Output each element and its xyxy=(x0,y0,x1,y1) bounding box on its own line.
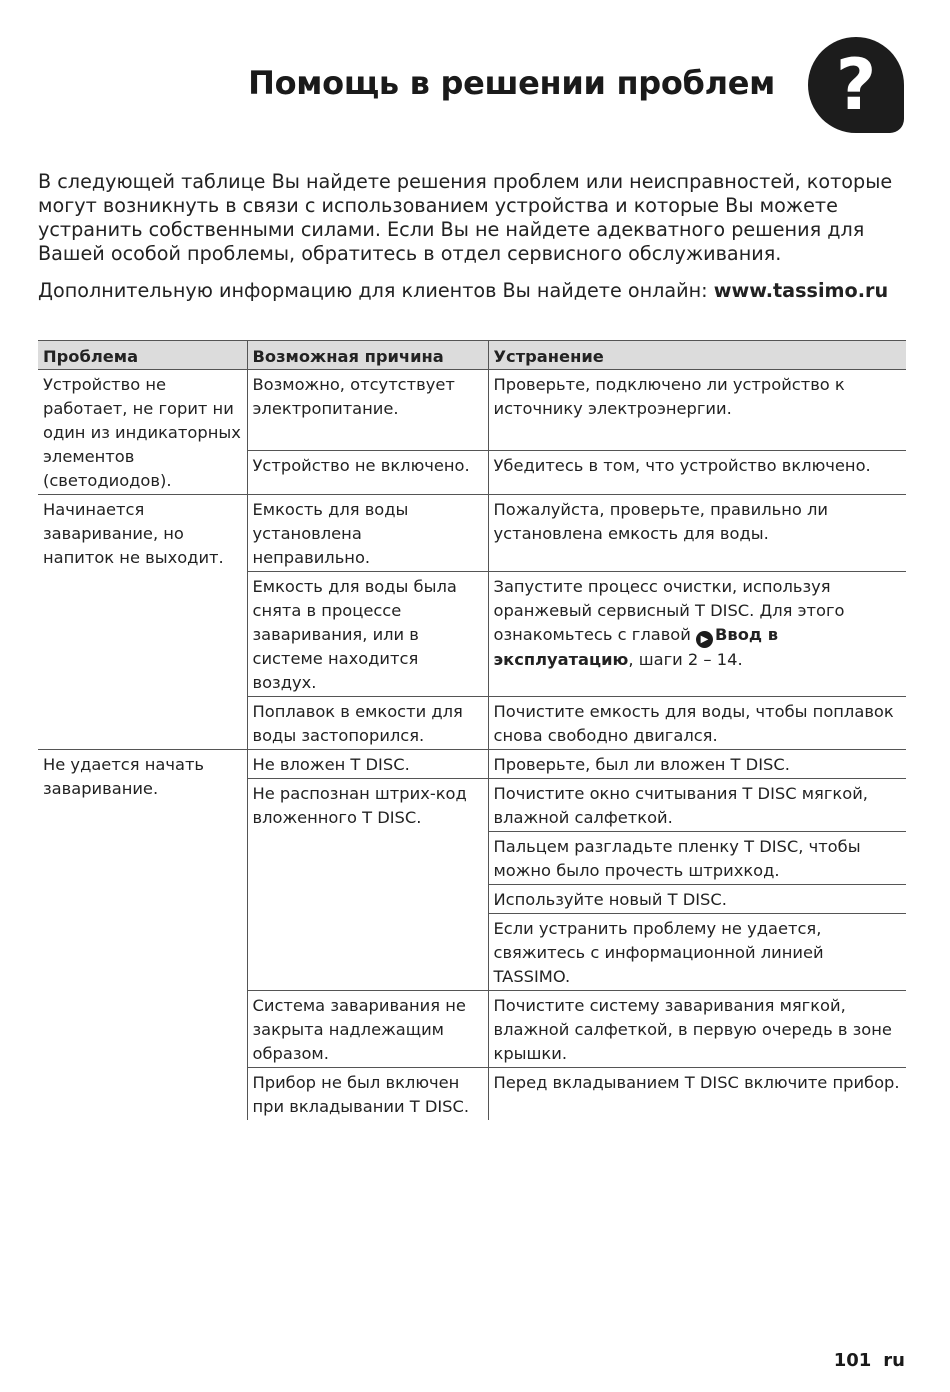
cause-cell: Устройство не включено. xyxy=(247,450,488,494)
table-header-row xyxy=(38,341,906,370)
header-problem: Проблема xyxy=(38,341,247,370)
table-body xyxy=(38,370,906,1121)
help-question-icon: ? xyxy=(808,37,904,133)
intro-text: В следующей таблице Вы найдете решения проблем или неисправностей, которые могут возникнуть в связи с использованием устройства и которые Вы можете устранить собственными силами. Если Вы не найдете адекватного решения для Вашей особой проблемы, обратитесь в отдел сервисного обслуживания. xyxy=(38,170,893,265)
intro-paragraph xyxy=(38,170,908,266)
solution-cell-with-reference xyxy=(488,572,906,697)
page-title: Помощь в решении проблем xyxy=(248,64,775,102)
table-row xyxy=(38,495,906,572)
cause-cell: Поплавок в емкости для воды застопорился. xyxy=(247,697,488,750)
solution-cell: Используйте новый T DISC. xyxy=(488,885,906,914)
chapter-reference-icon: ▶ xyxy=(696,631,713,648)
header-cause: Возможная причина xyxy=(247,341,488,370)
header-solution: Устранение xyxy=(488,341,906,370)
cause-cell: Прибор не был включен при вкладывании T DISC. xyxy=(247,1068,488,1121)
cause-cell: Емкость для воды установлена неправильно. xyxy=(247,495,488,572)
cause-cell: Не распознан штрих-код вложенного T DISC. xyxy=(247,779,488,991)
website-link[interactable]: www.tassimo.ru xyxy=(713,279,889,302)
solution-text-tail: , шаги 2 – 14. xyxy=(628,650,743,669)
solution-cell: Проверьте, был ли вложен T DISC. xyxy=(488,750,906,779)
solution-cell: Перед вкладыванием T DISC включите прибор. xyxy=(488,1068,906,1121)
solution-cell: Почистите окно считывания T DISC мягкой, влажной салфеткой. xyxy=(488,779,906,832)
chapter-reference-link[interactable]: Ввод в эксплуатацию xyxy=(493,625,779,669)
cause-cell: Не вложен T DISC. xyxy=(247,750,488,779)
cause-cell: Возможно, отсутствует электропитание. xyxy=(247,370,488,451)
solution-cell: Почистите емкость для воды, чтобы поплавок снова свободно двигался. xyxy=(488,697,906,750)
problem-cell: Не удается начать заваривание. xyxy=(43,755,205,798)
solution-cell: Пальцем разгладьте пленку T DISC, чтобы можно было прочесть штрихкод. xyxy=(488,832,906,885)
problem-cell: Начинается заваривание, но напиток не выходит. xyxy=(38,495,247,750)
solution-text: Запустите процесс очистки, используя оранжевый сервисный T DISC. Для этого ознакомьтесь с главой xyxy=(493,577,845,644)
more-info-line xyxy=(38,279,918,303)
cause-cell: Система заваривания не закрыта надлежащим образом. xyxy=(247,991,488,1068)
table-row xyxy=(38,370,906,451)
language-code: ru xyxy=(883,1350,905,1371)
solution-cell: Пожалуйста, проверьте, правильно ли установлена емкость для воды. xyxy=(488,495,906,572)
table-row xyxy=(38,750,906,779)
page-footer xyxy=(834,1350,905,1371)
solution-cell: Убедитесь в том, что устройство включено. xyxy=(488,450,906,494)
more-info-text: Дополнительную информацию для клиентов Вы найдете онлайн: xyxy=(38,279,714,302)
problem-cell: Устройство не работает, не горит ни один из индикаторных элементов (светодиодов). xyxy=(38,370,247,495)
page-number: 101 xyxy=(833,1350,872,1371)
solution-cell: Почистите систему заваривания мягкой, влажной салфеткой, в первую очередь в зоне крышки. xyxy=(488,991,906,1068)
cause-cell: Емкость для воды была снята в процессе заваривания, или в системе находится воздух. xyxy=(247,572,488,697)
solution-cell: Проверьте, подключено ли устройство к источнику электроэнергии. xyxy=(488,370,906,451)
solution-cell: Если устранить проблему не удается, свяжитесь с информационной линией TASSIMO. xyxy=(488,914,906,991)
troubleshooting-table xyxy=(38,340,906,1120)
